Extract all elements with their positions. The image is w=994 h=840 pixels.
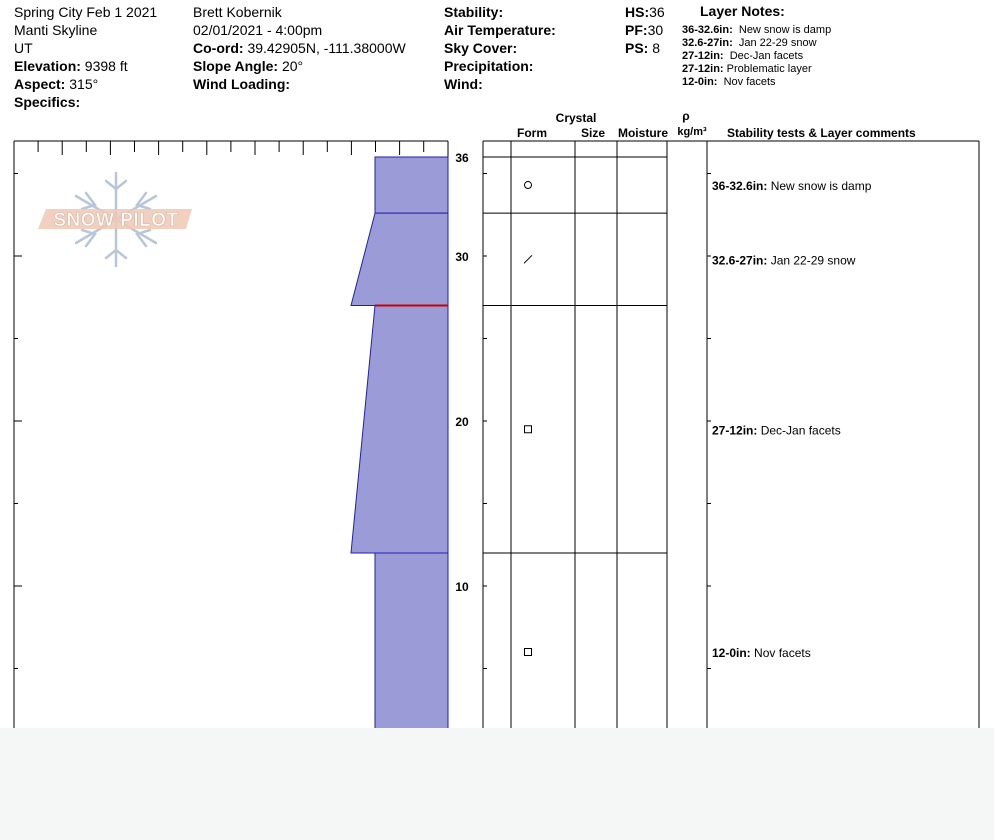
faceted-crystal-icon (525, 426, 532, 433)
layer-note-text: Nov facets (723, 76, 776, 88)
crystal-form-symbols (524, 182, 532, 656)
logo-text: SNOW PILOT (53, 210, 179, 231)
pf-value: 30 (647, 22, 664, 38)
location-name: Spring City Feb 1 2021 (14, 4, 158, 20)
snow-layer (375, 157, 448, 213)
layer-comment-text: Jan 22-29 snow (767, 253, 856, 268)
depth-tick-label: 36 (455, 151, 469, 165)
sky-cover-label: Sky Cover: (444, 40, 518, 56)
precip-label: Precipitation: (444, 58, 534, 74)
decomposing-fragment-icon (524, 255, 532, 263)
observer-name: Brett Kobernik (193, 4, 282, 20)
elevation-label: Elevation: (14, 58, 81, 74)
density-unit-header: kg/m³ (677, 126, 707, 138)
depth-tick-label: 30 (455, 250, 469, 264)
layer-comment-text: New snow is damp (767, 179, 872, 194)
snow-layer (375, 553, 448, 751)
precip-particle-icon (525, 182, 532, 189)
specifics-label: Specifics: (14, 94, 81, 110)
elevation-value: 9398 ft (84, 58, 128, 74)
layer-note-text: Problematic layer (726, 63, 812, 75)
layer-note-range: 27-12in: (682, 63, 724, 75)
bottom-band (0, 728, 994, 840)
layer-comment-text: Nov facets (750, 646, 811, 660)
layer-comment-range: 32.6-27in: (712, 253, 768, 268)
layer-comment-range: 27-12in: (712, 423, 758, 438)
layer-notes-title: Layer Notes: (700, 3, 785, 19)
snow-layer (351, 213, 448, 305)
layer-comment-range: 12-0in: (712, 646, 751, 660)
slope-label: Slope Angle: (193, 58, 279, 74)
coord-label: Co-ord: (193, 40, 244, 56)
layer-comment (712, 253, 856, 267)
moisture-header: Moisture (617, 126, 669, 140)
size-header: Size (580, 126, 606, 140)
pf-label: PF: (625, 22, 648, 38)
layer-note-range: 36-32.6in: (682, 24, 733, 36)
hardness-ticks (14, 141, 424, 155)
layer-comment-text: Dec-Jan facets (757, 423, 841, 438)
layer-note-range: 32.6-27in: (682, 37, 733, 49)
ps-label: PS: (625, 40, 649, 56)
depth-tick-label: 10 (455, 580, 469, 594)
layer-comment (712, 646, 811, 660)
layer-note-range: 27-12in: (682, 50, 724, 62)
depth-tick-label: 20 (455, 415, 469, 429)
layer-note-range: 12-0in: (682, 76, 718, 88)
coord-value: 39.42905N, -111.38000W (247, 40, 406, 56)
aspect-label: Aspect: (14, 76, 66, 92)
comments-header: Stability tests & Layer comments (727, 126, 916, 140)
wind-loading-label: Wind Loading: (193, 76, 291, 92)
aspect-value: 315° (69, 76, 99, 92)
range-name: Manti Skyline (14, 22, 98, 38)
layer-comment (712, 179, 872, 193)
air-temp-label: Air Temperature: (444, 22, 556, 38)
ps-value: 8 (652, 40, 661, 56)
snow-layer (351, 306, 448, 554)
layer-comments (712, 179, 872, 660)
hs-label: HS: (625, 4, 650, 20)
wind-label: Wind: (444, 76, 483, 92)
layer-note-text: Jan 22-29 snow (738, 37, 817, 49)
faceted-crystal-icon (525, 649, 532, 656)
stability-label: Stability: (444, 4, 504, 20)
layer-profile (351, 157, 448, 751)
layer-comment-range: 36-32.6in: (712, 179, 768, 194)
form-header: Form (517, 126, 547, 140)
slope-value: 20° (281, 58, 304, 74)
state-name: UT (14, 40, 33, 56)
hs-value: 36 (649, 4, 665, 20)
layer-note-text: New snow is damp (738, 24, 832, 36)
observation-datetime: 02/01/2021 - 4:00pm (193, 22, 323, 38)
layer-note-text: Dec-Jan facets (729, 50, 804, 62)
rho-header: ρ (682, 109, 690, 123)
crystal-header: Crystal (555, 111, 597, 125)
layer-comment (712, 423, 841, 437)
snowpilot-logo (38, 173, 192, 266)
